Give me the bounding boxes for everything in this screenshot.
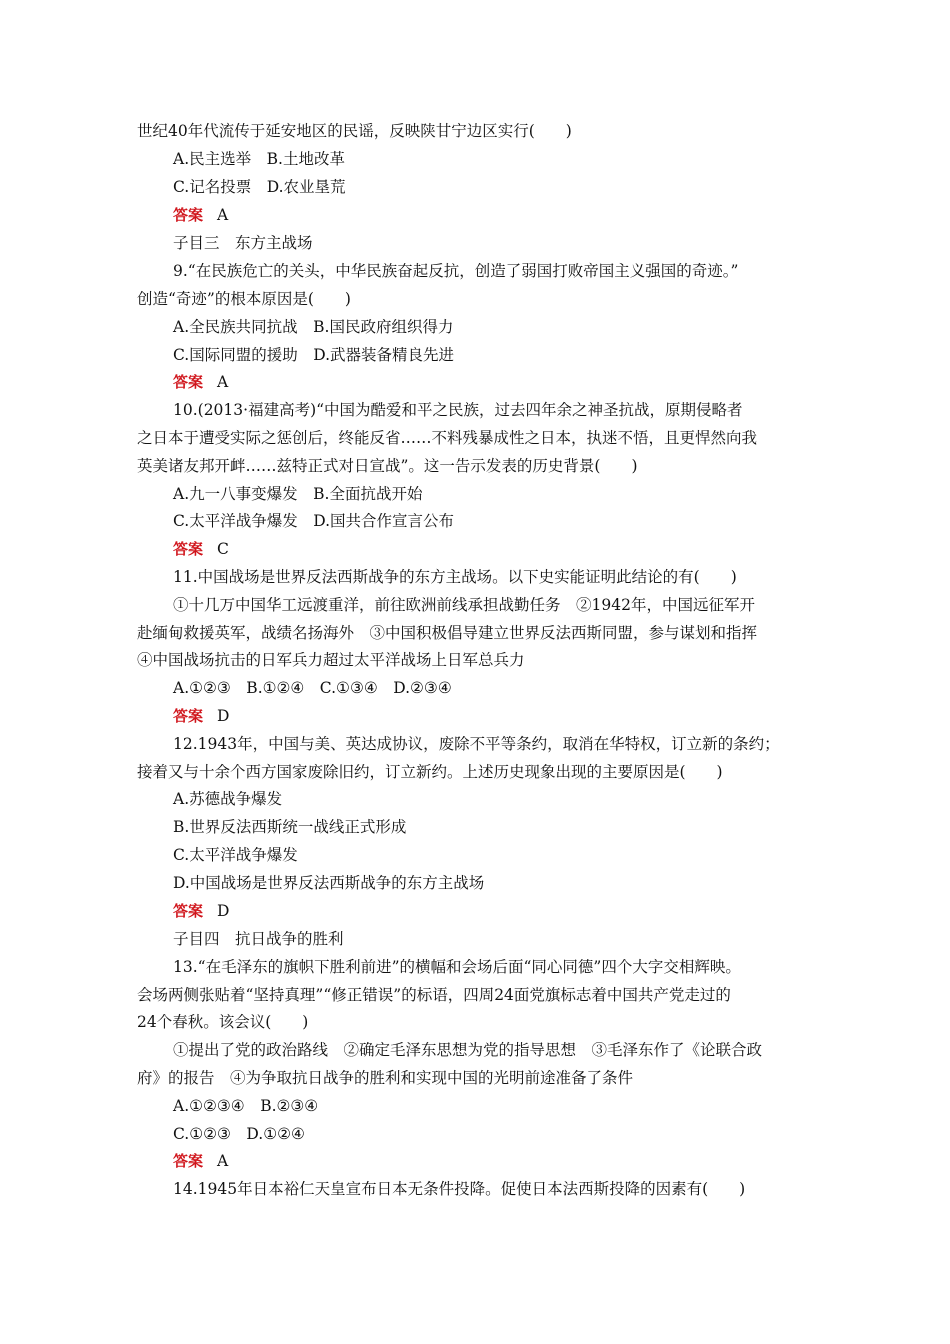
answer-line: [173, 901, 229, 921]
option-line: A.全民族共同抗战 B.国民政府组织得力: [173, 318, 454, 336]
answer-value: D: [217, 902, 230, 920]
option-line: C.太平洋战争爆发: [173, 846, 298, 864]
question-line: 10.(2013·福建高考)“中国为酷爱和平之民族，过去四年余之神圣抗战，原期侵略者: [173, 401, 743, 419]
question-line: 13.“在毛泽东的旗帜下胜利前进”的横幅和会场后面“同心同德”四个大字交相辉映。: [173, 958, 741, 976]
section-heading: 子目三 东方主战场: [173, 234, 313, 252]
question-line: 创造“奇迹”的根本原因是( ): [137, 290, 351, 308]
option-line: C.国际同盟的援助 D.武器装备精良先进: [173, 346, 455, 364]
question-line: 12.1943年，中国与美、英达成协议，废除不平等条约，取消在华特权，订立新的条约；: [173, 735, 780, 753]
question-line: ①提出了党的政治路线 ②确定毛泽东思想为党的指导思想 ③毛泽东作了《论联合政: [173, 1041, 763, 1059]
option-line: A.①②③ B.①②④ C.①③④ D.②③④: [173, 679, 452, 697]
section-heading: 子目四 抗日战争的胜利: [173, 930, 344, 948]
option-line: D.中国战场是世界反法西斯战争的东方主战场: [173, 874, 485, 892]
answer-label: 答案: [173, 540, 204, 558]
question-line: 14.1945年日本裕仁天皇宣布日本无条件投降。促使日本法西斯投降的因素有( ): [173, 1180, 746, 1198]
answer-value: A: [217, 373, 229, 391]
answer-value: D: [217, 707, 230, 725]
question-line: 之日本于遭受实际之惩创后，终能反省……不料残暴成性之日本，执迷不悟，且更悍然向我: [137, 429, 758, 447]
answer-line: [173, 706, 229, 726]
answer-label: 答案: [173, 902, 204, 920]
answer-value: A: [217, 206, 229, 224]
option-line: C.①②③ D.①②④: [173, 1125, 305, 1143]
answer-value: C: [217, 540, 229, 558]
answer-value: A: [217, 1152, 229, 1170]
option-line: A.九一八事变爆发 B.全面抗战开始: [173, 485, 423, 503]
question-line: 英美诸友邦开衅……兹特正式对日宣战”。这一告示发表的历史背景( ): [137, 457, 638, 475]
answer-line: [173, 205, 228, 225]
option-line: C.记名投票 D.农业垦荒: [173, 178, 346, 196]
answer-line: [173, 539, 229, 559]
question-line: 11.中国战场是世界反法西斯战争的东方主战场。以下史实能证明此结论的有( ): [173, 568, 737, 586]
answer-line: [173, 372, 228, 392]
answer-label: 答案: [173, 707, 204, 725]
answer-label: 答案: [173, 373, 204, 391]
text-line: 世纪40年代流传于延安地区的民谣，反映陕甘宁边区实行( ): [137, 122, 572, 140]
question-line: 接着又与十余个西方国家废除旧约，订立新约。上述历史现象出现的主要原因是( ): [137, 763, 723, 781]
answer-label: 答案: [173, 1152, 204, 1170]
option-line: A.①②③④ B.②③④: [173, 1097, 319, 1115]
question-line: 24个春秋。该会议( ): [137, 1013, 309, 1031]
option-line: A.民主选举 B.土地改革: [173, 150, 345, 168]
question-line: ①十几万中国华工远渡重洋，前往欧洲前线承担战勤任务 ②1942年，中国远征军开: [173, 596, 755, 614]
answer-line: [173, 1151, 228, 1171]
question-line: 府》的报告 ④为争取抗日战争的胜利和实现中国的光明前途准备了条件: [137, 1069, 634, 1087]
option-line: C.太平洋战争爆发 D.国共合作宣言公布: [173, 512, 455, 530]
question-line: 赴缅甸救援英军，战绩名扬海外 ③中国积极倡导建立世界反法西斯同盟，参与谋划和指挥: [137, 624, 758, 642]
question-line: 9.“在民族危亡的关头，中华民族奋起反抗，创造了弱国打败帝国主义强国的奇迹。”: [173, 262, 739, 280]
option-line: A.苏德战争爆发: [173, 790, 283, 808]
answer-label: 答案: [173, 206, 204, 224]
question-line: 会场两侧张贴着“坚持真理”“修正错误”的标语，四周24面党旗标志着中国共产党走过的: [137, 986, 731, 1004]
question-line: ④中国战场抗击的日军兵力超过太平洋战场上日军总兵力: [137, 651, 525, 669]
option-line: B.世界反法西斯统一战线正式形成: [173, 818, 407, 836]
